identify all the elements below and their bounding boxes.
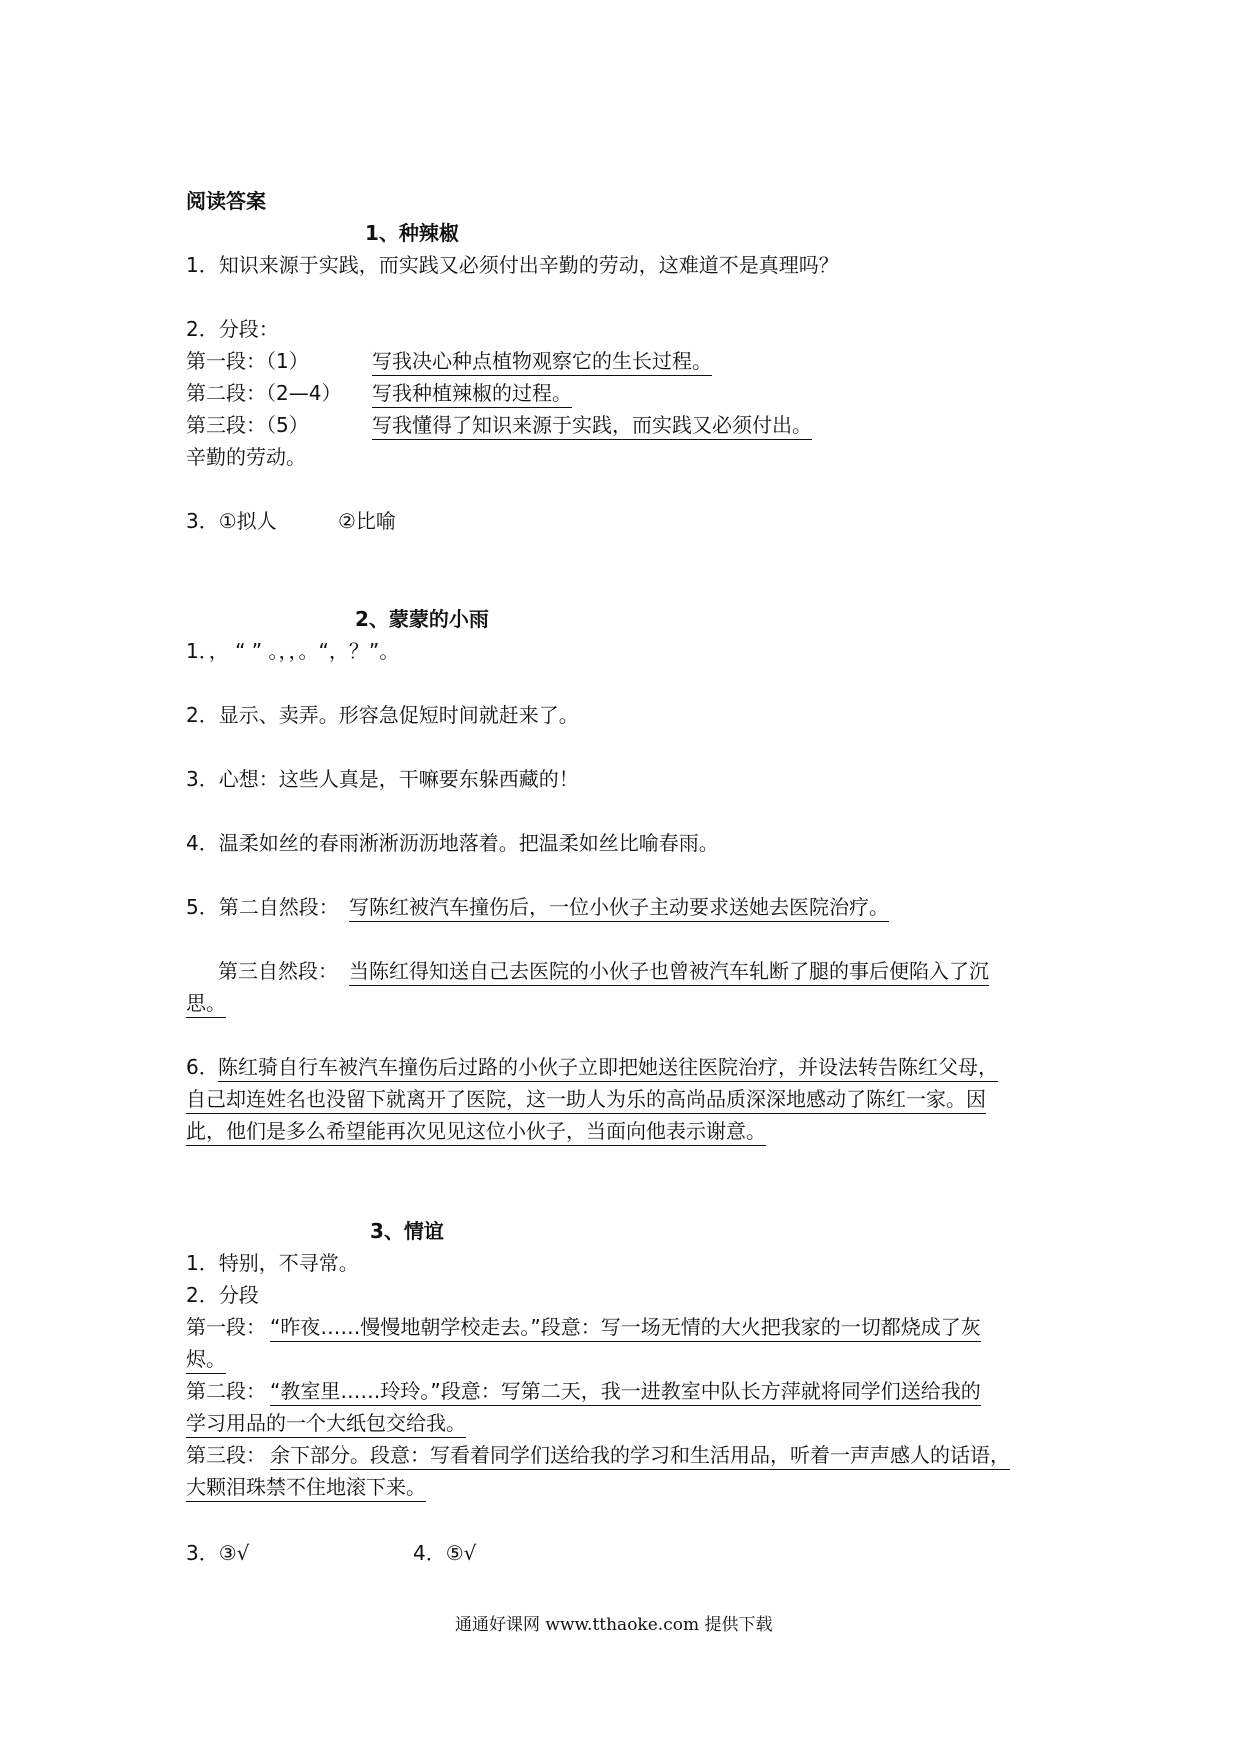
section2-q1: 1．， “ ” 。，，。“，？”。 — [186, 639, 400, 663]
section1-q3-b: ②比喻 — [338, 509, 396, 533]
section2-q6-number: 6． — [186, 1055, 219, 1079]
section1-seg3-continuation: 辛勤的劳动。 — [186, 445, 306, 469]
section1-q1: 1．知识来源于实践，而实践又必须付出辛勤的劳动，这难道不是真理吗？ — [186, 253, 839, 277]
section3-seg2-line1: “教室里……玲玲。”段意：写第二天，我一进教室中队长方萍就将同学们送给我的 — [270, 1378, 981, 1406]
section2-q5b-text-line2: 思。 — [186, 990, 226, 1018]
footer-download-note: 通通好课网 www.tthaoke.com 提供下载 — [455, 1615, 773, 1635]
section3-title: 3、情谊 — [370, 1219, 444, 1243]
section1-q2-label: 2．分段： — [186, 317, 279, 341]
section1-title: 1、种辣椒 — [365, 221, 459, 245]
section3-seg1-label: 第一段： — [186, 1315, 266, 1339]
section2-q5-label: 5．第二自然段： — [186, 895, 339, 919]
section2-q6-line3: 此，他们是多么希望能再次见见这位小伙子，当面向他表示谢意。 — [186, 1118, 766, 1146]
section2-q5b-text-line1: 当陈红得知送自己去医院的小伙子也曾被汽车轧断了腿的事后便陷入了沉 — [349, 958, 989, 986]
section3-seg2-line2: 学习用品的一个大纸包交给我。 — [186, 1410, 466, 1438]
section1-seg1-label: 第一段：（1） — [186, 349, 309, 373]
section2-q5-text: 写陈红被汽车撞伤后，一位小伙子主动要求送她去医院治疗。 — [349, 894, 889, 922]
section2-q6-line1: 陈红骑自行车被汽车撞伤后过路的小伙子立即把她送往医院治疗，并设法转告陈红父母， — [218, 1054, 998, 1082]
section2-q2: 2．显示、卖弄。形容急促短时间就赶来了。 — [186, 703, 579, 727]
section3-q1: 1．特别，不寻常。 — [186, 1251, 359, 1275]
section3-seg1-line1: “昨夜……慢慢地朝学校走去。”段意：写一场无情的大火把我家的一切都烧成了灰 — [270, 1314, 981, 1342]
section2-q5b-label: 第三自然段： — [218, 959, 338, 983]
section1-seg2-label: 第二段：（2—4） — [186, 381, 342, 405]
section3-seg1-line2: 烬。 — [186, 1346, 226, 1374]
section1-seg2-text: 写我种植辣椒的过程。 — [372, 380, 572, 408]
section2-q4: 4．温柔如丝的春雨淅淅沥沥地落着。把温柔如丝比喻春雨。 — [186, 831, 719, 855]
section3-q2-label: 2．分段 — [186, 1283, 259, 1307]
section3-seg3-label: 第三段： — [186, 1443, 266, 1467]
section1-seg3-text: 写我懂得了知识来源于实践，而实践又必须付出。 — [372, 412, 812, 440]
section1-q3-a: 3．①拟人 — [186, 509, 277, 533]
section1-seg3-label: 第三段：（5） — [186, 413, 309, 437]
section2-title: 2、蒙蒙的小雨 — [355, 607, 489, 631]
section2-q3: 3．心想：这些人真是，干嘛要东躲西藏的！ — [186, 767, 579, 791]
section3-q3: 3．③√ — [186, 1541, 250, 1565]
section1-seg1-text: 写我决心种点植物观察它的生长过程。 — [372, 348, 712, 376]
section3-seg2-label: 第二段： — [186, 1379, 266, 1403]
section3-q4: 4．⑤√ — [413, 1541, 477, 1565]
section2-q6-line2: 自己却连姓名也没留下就离开了医院，这一助人为乐的高尚品质深深地感动了陈红一家。因 — [186, 1086, 986, 1114]
section3-seg3-line2: 大颗泪珠禁不住地滚下来。 — [186, 1474, 426, 1502]
section3-seg3-line1: 余下部分。段意：写看着同学们送给我的学习和生活用品，听着一声声感人的话语， — [270, 1442, 1010, 1470]
doc-title: 阅读答案 — [186, 189, 266, 213]
